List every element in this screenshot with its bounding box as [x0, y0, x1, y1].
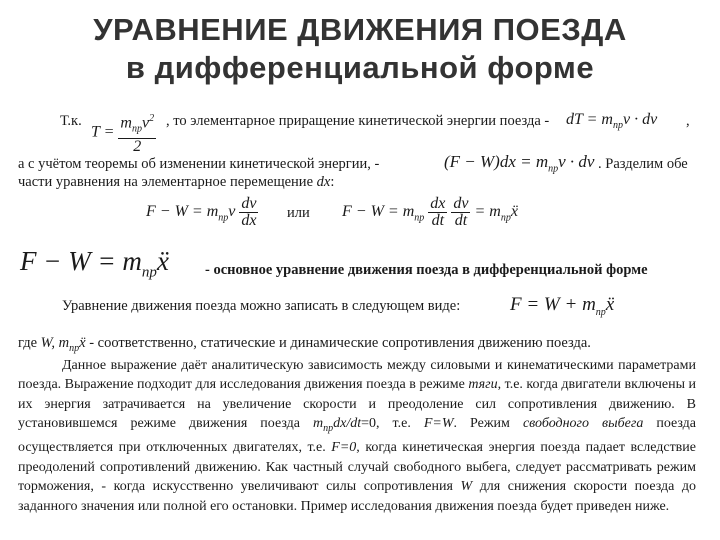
eq-right-xdd: ẍ	[510, 203, 518, 221]
p-s1: Данное выражение даёт аналитическую зависимость между силовыми и кинематическими параметрами поезда. Выражение подходит для исследования движения поезда в режиме	[18, 358, 696, 393]
main-equation	[20, 246, 169, 281]
p-coast: свободного выбега	[522, 416, 644, 432]
line3-text: части уравнения на элементарное перемещение	[18, 174, 313, 190]
alt-equation	[510, 294, 614, 318]
p-steady-rest: dx/dt	[333, 416, 362, 432]
where-text: - соответственно, статические и динамические сопротивления движению поезда.	[89, 335, 591, 351]
line3	[18, 174, 334, 191]
dT-formula	[566, 111, 657, 131]
alt-eq-xdd: ẍ	[605, 294, 615, 315]
eq-left-v: v	[228, 203, 236, 221]
or-word: или	[287, 205, 310, 221]
kinetic-numerator	[118, 111, 156, 139]
main-equation-caption: - основное уравнение движения поезда в дифференциальной форме	[205, 262, 648, 278]
m-sub: пр	[131, 123, 142, 135]
line1-comma: ,	[686, 113, 690, 129]
eq-left-fraction	[239, 196, 258, 229]
eq-left-den: dx	[241, 212, 257, 229]
eq-right-frac2-den: dt	[454, 212, 468, 229]
alt-eq-text: Уравнение движения поезда можно записать в следующем виде:	[62, 298, 461, 314]
kinetic-denominator: 2	[133, 137, 142, 155]
main-eq-sub: пр	[141, 264, 157, 281]
eq-right-lhs: F − W = m	[342, 203, 415, 221]
line1-text: , то элементарное приращение кинетической энергии поезда -	[166, 113, 550, 129]
power-two: 2	[149, 113, 155, 124]
eq-left-lhs: F − W = m	[146, 203, 219, 221]
equation-left	[146, 196, 258, 229]
p-steady	[313, 416, 362, 435]
dT-left: dT = m	[566, 111, 613, 128]
where-xdd: ẍ	[79, 335, 86, 351]
p-steady-sub: пр	[323, 423, 334, 435]
line2-text: а с учётом теоремы об изменении кинетической энергии, -	[18, 156, 380, 172]
line2-tail: . Разделим обе	[598, 156, 688, 172]
where-m-sym: m	[58, 335, 70, 351]
where-W: W,	[40, 335, 56, 351]
v-symbol: v	[141, 114, 150, 132]
page-subtitle: в дифференциальной форме	[125, 50, 595, 85]
line3-colon: :	[330, 174, 335, 190]
p-s5: поезда осуществляется при отключенных двигателях, т.е.	[18, 416, 697, 456]
work-sub: пр	[548, 163, 559, 175]
p-s6: , когда кинетическая энергия поезда падает вследствие преодолений сопротивлений движению. Как частный случай свободного выбега, следует рассматривать режим торможения, - когда искусственно увеличивают силы сопротивления	[18, 440, 696, 495]
dT-right: v · dv	[622, 111, 658, 128]
p-s4: . Режим	[453, 416, 510, 432]
main-eq-lhs: F − W = m	[20, 246, 142, 276]
where-prefix: где	[18, 335, 38, 351]
kinetic-fraction	[118, 111, 156, 155]
equation-right: $F - W = m_{пр}$ $\frac{dx}{dt}$ $\frac{dv}{dt}$ = $m_{пр}ẍ$	[342, 195, 518, 229]
p-f0: F=0	[331, 440, 357, 456]
line3-dx: dx	[316, 174, 331, 190]
eq-left-num: dv	[241, 195, 257, 212]
main-eq-xdd: ẍ	[156, 246, 169, 276]
description-paragraph	[18, 356, 696, 516]
p-s2: , т.е. когда двигатели включены и их энергия затрачивается на увеличение скорости и преодоление сил сопротивления движению. В установившемся режиме движения поезда	[18, 377, 697, 432]
p-fw: F=W	[423, 416, 454, 432]
m-symbol: m	[120, 114, 132, 132]
p-w: W	[460, 479, 473, 495]
page-title: УРАВНЕНИЕ ДВИЖЕНИЯ ПОЕЗДА	[93, 12, 627, 47]
kinetic-energy-formula	[91, 111, 156, 155]
paragraph-text	[18, 356, 696, 516]
p-tyagi: тяги	[468, 377, 498, 393]
work-left: (F − W)dx = m	[444, 152, 549, 171]
p-s3: =0, т.е.	[361, 416, 411, 432]
p-steady-m: m	[313, 416, 324, 432]
eq-right-frac1	[428, 196, 447, 229]
work-right: v · dv	[558, 152, 595, 171]
eq-left-sub: пр	[218, 212, 229, 224]
where-m	[58, 335, 86, 354]
eq-right-sub: пр	[414, 212, 425, 224]
alt-eq-sub: пр	[595, 306, 606, 318]
where-line	[18, 335, 591, 354]
t-equals: T =	[91, 123, 115, 141]
work-energy-formula	[444, 152, 594, 174]
eq-right-frac1-num: dx	[430, 195, 446, 212]
line1-prefix: Т.к.	[60, 113, 82, 129]
eq-right-frac2-num: dv	[453, 195, 469, 212]
eq-right-frac1-den: dt	[431, 212, 445, 229]
p-s7: для снижения скорости поезда до заданного значения или полной его остановки. Пример исследования движения поезда будет приведен ниже.	[18, 479, 697, 514]
eq-right-frac2	[451, 196, 470, 229]
dT-sub: пр	[612, 120, 623, 132]
where-m-sub: пр	[69, 342, 80, 354]
eq-right-sub2: пр	[500, 212, 511, 224]
alt-eq-lhs: F = W + m	[510, 294, 596, 315]
